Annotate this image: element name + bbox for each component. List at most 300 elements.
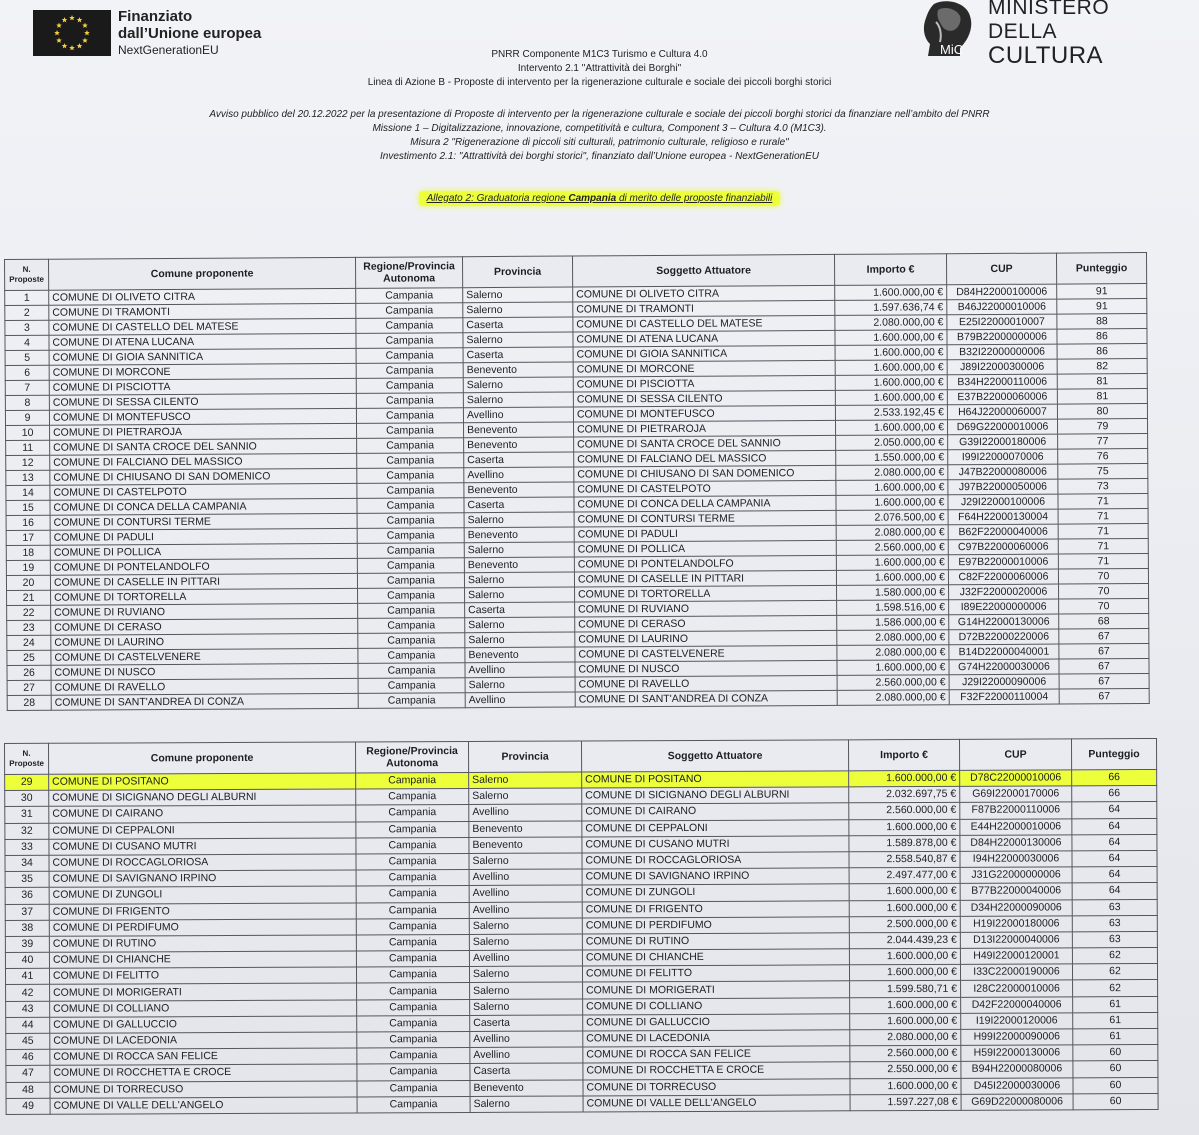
soggetto-attuatore: COMUNE DI RAVELLO xyxy=(575,675,837,692)
cup-code: E44H22000010006 xyxy=(960,818,1072,835)
importo: 1.600.000,00 € xyxy=(836,420,948,436)
soggetto-attuatore: COMUNE DI SANT'ANDREA DI CONZA xyxy=(575,690,837,707)
regione: Campania xyxy=(356,886,469,903)
punteggio: 66 xyxy=(1072,769,1157,786)
provincia: Benevento xyxy=(464,482,574,498)
comune-name: COMUNE DI CASELLE IN PITTARI xyxy=(50,573,357,590)
provincia: Avellino xyxy=(465,692,575,708)
regione: Campania xyxy=(357,1096,470,1113)
provincia: Avellino xyxy=(469,950,582,967)
comune-name: COMUNE DI COLLIANO xyxy=(50,1000,357,1018)
punteggio: 64 xyxy=(1072,883,1157,900)
row-number: 33 xyxy=(5,839,49,855)
provincia: Salerno xyxy=(469,853,582,870)
soggetto-attuatore: COMUNE DI ROCCHETTA E CROCE xyxy=(583,1062,850,1079)
comune-name: COMUNE DI PERDIFUMO xyxy=(49,919,356,937)
regione: Campania xyxy=(356,789,469,806)
cup-code: D84H22000100006 xyxy=(947,284,1057,300)
intro-line: Intervento 2.1 "Attrattività dei Borghi" xyxy=(517,63,682,74)
importo: 2.032.697,75 € xyxy=(849,787,960,804)
comune-name: COMUNE DI PISCIOTTA xyxy=(49,378,356,395)
provincia: Caserta xyxy=(464,497,574,513)
comune-name: COMUNE DI ROCCAGLORIOSA xyxy=(49,854,356,872)
row-number: 32 xyxy=(5,823,49,839)
comune-name: COMUNE DI CHIUSANO DI SAN DOMENICO xyxy=(50,468,357,485)
cup-code: B34H22000110006 xyxy=(947,374,1057,390)
punteggio: 81 xyxy=(1057,389,1147,405)
importo: 1.600.000,00 € xyxy=(836,495,948,511)
regione: Campania xyxy=(357,1064,470,1081)
col-header-punteggio: Punteggio xyxy=(1056,253,1146,285)
cup-code: H19I22000180006 xyxy=(960,916,1072,933)
cup-code: J97B22000050006 xyxy=(948,479,1058,495)
provincia: Salerno xyxy=(469,788,582,805)
row-number: 35 xyxy=(5,871,49,887)
row-number: 18 xyxy=(6,545,50,560)
soggetto-attuatore: COMUNE DI CONTURSI TERME xyxy=(574,510,836,527)
importo: 1.589.878,00 € xyxy=(849,835,960,852)
regione: Campania xyxy=(356,288,463,304)
cup-code: H49I22000120001 xyxy=(960,948,1072,965)
importo: 1.600.000,00 € xyxy=(836,555,948,571)
punteggio: 64 xyxy=(1072,802,1157,819)
cup-code: D13I22000040006 xyxy=(960,932,1072,949)
punteggio: 64 xyxy=(1072,818,1157,835)
comune-name: COMUNE DI CONTURSI TERME xyxy=(50,513,357,530)
regione: Campania xyxy=(356,934,469,951)
cup-code: D45I22000030006 xyxy=(961,1077,1073,1094)
cup-code: I94H22000030006 xyxy=(960,851,1072,868)
importo: 1.600.000,00 € xyxy=(836,480,948,496)
regione: Campania xyxy=(357,423,464,439)
regione: Campania xyxy=(357,999,470,1016)
importo: 2.050.000,00 € xyxy=(836,435,948,451)
punteggio: 67 xyxy=(1059,644,1149,660)
cup-code: I33C22000190006 xyxy=(960,964,1072,981)
row-number: 24 xyxy=(7,635,51,650)
regione: Campania xyxy=(357,1031,470,1048)
row-number: 34 xyxy=(5,855,49,871)
provincia: Benevento xyxy=(463,362,573,378)
punteggio: 67 xyxy=(1059,629,1149,645)
importo: 2.560.000,00 € xyxy=(850,1046,961,1063)
provincia: Salerno xyxy=(469,934,582,951)
row-number: 26 xyxy=(7,665,51,680)
regione: Campania xyxy=(356,805,469,822)
provincia: Benevento xyxy=(464,422,574,438)
comune-name: COMUNE DI POLLICA xyxy=(50,543,357,560)
cup-code: D42F22000040006 xyxy=(961,996,1073,1013)
comune-name: COMUNE DI MORIGERATI xyxy=(50,983,357,1001)
regione: Campania xyxy=(356,951,469,968)
row-number: 1 xyxy=(5,290,49,305)
importo: 1.600.000,00 € xyxy=(849,770,960,787)
cup-code: G14H22000130006 xyxy=(949,614,1059,630)
provincia: Caserta xyxy=(464,452,574,468)
punteggio: 82 xyxy=(1057,359,1147,375)
provincia: Caserta xyxy=(470,1063,583,1080)
punteggio: 86 xyxy=(1057,344,1147,360)
soggetto-attuatore: COMUNE DI SICIGNANO DEGLI ALBURNI xyxy=(582,787,849,804)
provincia: Salerno xyxy=(463,392,573,408)
row-number: 25 xyxy=(7,650,51,665)
provincia: Salerno xyxy=(463,302,573,318)
row-number: 3 xyxy=(5,320,49,335)
notice-line: Avviso pubblico del 20.12.2022 per la presentazione di Proposte di intervento per la rigenerazione culturale e sociale dei piccoli borghi storici da finanziare nell’ambito del PNRR xyxy=(209,109,990,120)
punteggio: 81 xyxy=(1057,374,1147,390)
soggetto-attuatore: COMUNE DI RUVIANO xyxy=(575,600,837,617)
allegato-suffix: di merito delle proposte finanziabili xyxy=(618,193,773,204)
provincia: Caserta xyxy=(463,347,573,363)
cup-code: F64H22000130004 xyxy=(948,509,1058,525)
regione: Campania xyxy=(356,853,469,870)
punteggio: 71 xyxy=(1058,494,1148,510)
regione: Campania xyxy=(357,438,464,454)
punteggio: 86 xyxy=(1057,329,1147,345)
importo: 1.600.000,00 € xyxy=(849,900,960,917)
punteggio: 61 xyxy=(1073,1028,1158,1045)
row-number: 27 xyxy=(7,680,51,695)
row-number: 5 xyxy=(5,350,49,365)
regione: Campania xyxy=(358,648,465,664)
cup-code: D34H22000090006 xyxy=(960,899,1072,916)
punteggio: 64 xyxy=(1072,834,1157,851)
punteggio: 61 xyxy=(1073,996,1158,1013)
regione: Campania xyxy=(356,408,463,424)
punteggio: 73 xyxy=(1058,479,1148,495)
soggetto-attuatore: COMUNE DI PISCIOTTA xyxy=(573,375,835,392)
regione: Campania xyxy=(356,902,469,919)
cup-code: J29I22000090006 xyxy=(949,674,1059,690)
importo: 2.533.192,45 € xyxy=(835,405,947,421)
cup-code: G69D22000080006 xyxy=(961,1094,1073,1111)
row-number: 28 xyxy=(7,695,51,710)
regione: Campania xyxy=(358,603,465,619)
eu-line-2: dall’Unione europea xyxy=(118,25,262,42)
punteggio: 64 xyxy=(1072,850,1157,867)
col-header-punteggio: Punteggio xyxy=(1071,738,1156,769)
importo: 1.600.000,00 € xyxy=(835,285,947,301)
comune-name: COMUNE DI GIOIA SANNITICA xyxy=(49,348,356,365)
provincia: Avellino xyxy=(463,407,573,423)
col-header-importo: Importo € xyxy=(834,254,946,286)
punteggio: 76 xyxy=(1058,449,1148,465)
soggetto-attuatore: COMUNE DI MORIGERATI xyxy=(583,981,850,998)
regione: Campania xyxy=(356,303,463,319)
col-header-provincia: Provincia xyxy=(462,256,572,288)
provincia: Salerno xyxy=(469,918,582,935)
regione: Campania xyxy=(357,513,464,529)
provincia: Salerno xyxy=(463,377,573,393)
provincia: Salerno xyxy=(464,542,574,558)
regione: Campania xyxy=(356,837,469,854)
punteggio: 68 xyxy=(1059,614,1149,630)
comune-name: COMUNE DI CEPPALONI xyxy=(49,822,356,840)
cup-code: I89E22000000006 xyxy=(949,599,1059,615)
cup-code: F87B22000110006 xyxy=(960,802,1072,819)
punteggio: 64 xyxy=(1072,867,1157,884)
comune-name: COMUNE DI CASTELPOTO xyxy=(50,483,357,500)
comune-name: COMUNE DI OLIVETO CITRA xyxy=(49,288,356,305)
cup-code: J29I22000100006 xyxy=(948,494,1058,510)
regione: Campania xyxy=(356,363,463,379)
notice-line: Investimento 2.1: "Attrattività dei borghi storici", finanziato dall’Unione europea - NextGenerationEU xyxy=(380,151,819,162)
importo: 1.600.000,00 € xyxy=(835,360,947,376)
soggetto-attuatore: COMUNE DI CEPPALONI xyxy=(582,819,849,836)
provincia: Salerno xyxy=(464,572,574,588)
regione: Campania xyxy=(356,393,463,409)
notice-line: Misura 2 "Rigenerazione di piccoli siti culturali, patrimonio culturale, religioso e rurale" xyxy=(410,137,789,148)
soggetto-attuatore: COMUNE DI RUTINO xyxy=(582,933,849,950)
soggetto-attuatore: COMUNE DI CASTELVENERE xyxy=(575,645,837,662)
punteggio: 80 xyxy=(1057,404,1147,420)
comune-name: COMUNE DI LACEDONIA xyxy=(50,1032,357,1050)
punteggio: 66 xyxy=(1072,786,1157,803)
importo: 1.600.000,00 € xyxy=(835,345,947,361)
importo: 1.600.000,00 € xyxy=(849,965,960,982)
soggetto-attuatore: COMUNE DI CASTELPOTO xyxy=(574,480,836,497)
soggetto-attuatore: COMUNE DI OLIVETO CITRA xyxy=(573,285,835,302)
row-number: 40 xyxy=(5,952,49,968)
col-header-comune: Comune proponente xyxy=(49,257,356,290)
punteggio: 77 xyxy=(1058,434,1148,450)
row-number: 46 xyxy=(6,1049,50,1065)
provincia: Salerno xyxy=(465,677,575,693)
comune-name: COMUNE DI PADULI xyxy=(50,528,357,545)
allegato-title xyxy=(0,193,1199,204)
importo: 1.600.000,00 € xyxy=(835,330,947,346)
soggetto-attuatore: COMUNE DI VALLE DELL'ANGELO xyxy=(583,1095,850,1112)
soggetto-attuatore: COMUNE DI MORCONE xyxy=(573,360,835,377)
col-header-n: N. Proposte xyxy=(5,743,49,774)
provincia: Benevento xyxy=(465,647,575,663)
punteggio: 62 xyxy=(1073,980,1158,997)
row-number: 9 xyxy=(5,410,49,425)
comune-name: COMUNE DI LAURINO xyxy=(51,633,358,650)
cup-code: G74H22000030006 xyxy=(949,659,1059,675)
soggetto-attuatore: COMUNE DI LACEDONIA xyxy=(583,1030,850,1047)
cup-code: E97B22000010006 xyxy=(948,554,1058,570)
cup-code: B79B22000000006 xyxy=(947,329,1057,345)
soggetto-attuatore: COMUNE DI FELITTO xyxy=(582,965,849,982)
col-header-regione: Regione/Provincia Autonoma xyxy=(355,257,462,289)
provincia: Salerno xyxy=(464,512,574,528)
provincia: Avellino xyxy=(469,901,582,918)
regione: Campania xyxy=(356,333,463,349)
soggetto-attuatore: COMUNE DI ZUNGOLI xyxy=(582,884,849,901)
cup-code: E37B22000060006 xyxy=(947,389,1057,405)
comune-name: COMUNE DI RUVIANO xyxy=(51,603,358,620)
comune-name: COMUNE DI TORRECUSO xyxy=(50,1081,357,1099)
provincia: Benevento xyxy=(469,821,582,838)
col-header-provincia: Provincia xyxy=(468,741,581,772)
soggetto-attuatore: COMUNE DI POSITANO xyxy=(582,771,849,788)
soggetto-attuatore: COMUNE DI GALLUCCIO xyxy=(583,1014,850,1031)
punteggio: 67 xyxy=(1059,674,1149,690)
soggetto-attuatore: COMUNE DI TORTORELLA xyxy=(575,585,837,602)
row-number: 36 xyxy=(5,888,49,904)
importo: 1.600.000,00 € xyxy=(835,375,947,391)
punteggio: 62 xyxy=(1072,964,1157,981)
importo: 1.580.000,00 € xyxy=(837,585,949,601)
cup-code: I99I22000070006 xyxy=(948,449,1058,465)
comune-name: COMUNE DI SANT'ANDREA DI CONZA xyxy=(51,693,358,710)
regione: Campania xyxy=(356,772,469,789)
cup-code: J89I22000300006 xyxy=(947,359,1057,375)
row-number: 20 xyxy=(6,575,50,590)
cup-code: B14D22000040001 xyxy=(949,644,1059,660)
comune-name: COMUNE DI CASTELVENERE xyxy=(51,648,358,665)
row-number: 4 xyxy=(5,335,49,350)
cup-code: I19I22000120006 xyxy=(961,1013,1073,1030)
soggetto-attuatore: COMUNE DI FRIGENTO xyxy=(582,900,849,917)
row-number: 11 xyxy=(6,440,50,455)
provincia: Benevento xyxy=(469,837,582,854)
row-number: 10 xyxy=(6,425,50,440)
provincia: Caserta xyxy=(465,602,575,618)
row-number: 41 xyxy=(5,969,49,985)
intro-heading xyxy=(0,48,1199,90)
regione: Campania xyxy=(358,693,465,709)
ranking-table-1 xyxy=(4,252,1150,711)
regione: Campania xyxy=(357,1048,470,1065)
comune-name: COMUNE DI TRAMONTI xyxy=(49,303,356,320)
soggetto-attuatore: COMUNE DI SANTA CROCE DEL SANNIO xyxy=(574,435,836,452)
punteggio: 60 xyxy=(1073,1077,1158,1094)
provincia: Salerno xyxy=(465,632,575,648)
row-number: 37 xyxy=(5,904,49,920)
provincia: Salerno xyxy=(469,966,582,983)
cup-code: J47B22000080006 xyxy=(948,464,1058,480)
regione: Campania xyxy=(357,468,464,484)
punteggio: 67 xyxy=(1059,659,1149,675)
punteggio: 71 xyxy=(1058,539,1148,555)
importo: 2.076.500,00 € xyxy=(836,510,948,526)
ministry-line-1: MINISTERO xyxy=(988,0,1110,19)
row-number: 14 xyxy=(6,485,50,500)
importo: 1.600.000,00 € xyxy=(849,884,960,901)
importo: 1.600.000,00 € xyxy=(837,660,949,676)
allegato-region: Campania xyxy=(568,193,617,204)
col-header-soggetto: Soggetto Attuatore xyxy=(572,254,834,287)
row-number: 38 xyxy=(5,920,49,936)
provincia: Caserta xyxy=(463,317,573,333)
comune-name: COMUNE DI FRIGENTO xyxy=(49,902,356,920)
regione: Campania xyxy=(356,870,469,887)
soggetto-attuatore: COMUNE DI COLLIANO xyxy=(583,997,850,1014)
cup-code: D78C22000010006 xyxy=(960,770,1072,787)
punteggio: 67 xyxy=(1059,689,1149,705)
comune-name: COMUNE DI TORTORELLA xyxy=(51,588,358,605)
importo: 1.600.000,00 € xyxy=(850,997,961,1014)
punteggio: 71 xyxy=(1058,509,1148,525)
comune-name: COMUNE DI FELITTO xyxy=(49,967,356,985)
regione: Campania xyxy=(358,588,465,604)
comune-name: COMUNE DI CONCA DELLA CAMPANIA xyxy=(50,498,357,515)
provincia: Salerno xyxy=(470,982,583,999)
col-header-comune: Comune proponente xyxy=(49,742,356,774)
soggetto-attuatore: COMUNE DI SAVIGNANO IRPINO xyxy=(582,868,849,885)
row-number: 17 xyxy=(6,530,50,545)
soggetto-attuatore: COMUNE DI CHIANCHE xyxy=(582,949,849,966)
allegato-prefix: Allegato 2: Graduatoria regione xyxy=(426,193,566,204)
cup-code: B77B22000040006 xyxy=(960,883,1072,900)
cup-code: D69G22000010006 xyxy=(947,419,1057,435)
comune-name: COMUNE DI PIETRAROJA xyxy=(50,423,357,440)
punteggio: 60 xyxy=(1073,1061,1158,1078)
importo: 1.600.000,00 € xyxy=(850,1078,961,1095)
punteggio: 61 xyxy=(1073,1012,1158,1029)
importo: 1.600.000,00 € xyxy=(836,570,948,586)
comune-name: COMUNE DI ZUNGOLI xyxy=(49,886,356,904)
notice-line: Missione 1 – Digitalizzazione, innovazione, competitività e cultura, Component 3 – Cultura 4.0 (M1C3). xyxy=(372,123,827,134)
row-number: 7 xyxy=(5,380,49,395)
ranking-table-2 xyxy=(4,738,1159,1115)
cup-code: D72B22000220006 xyxy=(949,629,1059,645)
col-header-soggetto: Soggetto Attuatore xyxy=(581,740,848,772)
punteggio: 70 xyxy=(1059,584,1149,600)
row-number: 2 xyxy=(5,305,49,320)
row-number: 13 xyxy=(6,470,50,485)
intro-line: Linea di Azione B - Proposte di intervento per la rigenerazione culturale e sociale dei piccoli borghi storici xyxy=(367,77,832,88)
punteggio: 63 xyxy=(1072,931,1157,948)
importo: 2.497.477,00 € xyxy=(849,867,960,884)
row-number: 45 xyxy=(6,1033,50,1049)
importo: 2.560.000,00 € xyxy=(849,803,960,820)
importo: 2.550.000,00 € xyxy=(850,1062,961,1079)
cup-code: F32F22000110004 xyxy=(949,689,1059,705)
comune-name: COMUNE DI SICIGNANO DEGLI ALBURNI xyxy=(49,789,356,807)
notice-text xyxy=(0,108,1199,164)
regione: Campania xyxy=(357,498,464,514)
punteggio: 70 xyxy=(1059,599,1149,615)
col-header-n: N. Proposte xyxy=(5,259,49,290)
cup-code: D84H22000130006 xyxy=(960,835,1072,852)
comune-name: COMUNE DI SANTA CROCE DEL SANNIO xyxy=(50,438,357,455)
cup-code: C97B22000060006 xyxy=(948,539,1058,555)
punteggio: 63 xyxy=(1072,899,1157,916)
row-number: 12 xyxy=(6,455,50,470)
ministry-line-2: DELLA xyxy=(988,20,1058,43)
comune-name: COMUNE DI FALCIANO DEL MASSICO xyxy=(50,453,357,470)
row-number: 48 xyxy=(6,1082,50,1098)
row-number: 30 xyxy=(5,790,49,806)
soggetto-attuatore: COMUNE DI ATENA LUCANA xyxy=(573,330,835,347)
importo: 2.560.000,00 € xyxy=(837,675,949,691)
importo: 1.600.000,00 € xyxy=(850,1013,961,1030)
punteggio: 91 xyxy=(1057,299,1147,315)
importo: 1.586.000,00 € xyxy=(837,615,949,631)
table-header-row xyxy=(5,738,1157,774)
mic-logo-text: MiC xyxy=(940,42,964,56)
punteggio: 60 xyxy=(1073,1045,1158,1062)
provincia: Caserta xyxy=(470,1015,583,1032)
comune-name: COMUNE DI GALLUCCIO xyxy=(50,1016,357,1034)
comune-name: COMUNE DI CAIRANO xyxy=(49,805,356,823)
provincia: Salerno xyxy=(463,332,573,348)
provincia: Benevento xyxy=(464,437,574,453)
soggetto-attuatore: COMUNE DI ROCCA SAN FELICE xyxy=(583,1046,850,1063)
col-header-cup: CUP xyxy=(946,253,1056,285)
cup-code: I28C22000010006 xyxy=(961,980,1073,997)
cup-code: B32I22000000006 xyxy=(947,344,1057,360)
importo: 2.558.540,87 € xyxy=(849,851,960,868)
soggetto-attuatore: COMUNE DI PIETRAROJA xyxy=(574,420,836,437)
cup-code: B46J22000010006 xyxy=(947,299,1057,315)
importo: 1.550.000,00 € xyxy=(836,450,948,466)
provincia: Salerno xyxy=(465,617,575,633)
comune-name: COMUNE DI MORCONE xyxy=(49,363,356,380)
